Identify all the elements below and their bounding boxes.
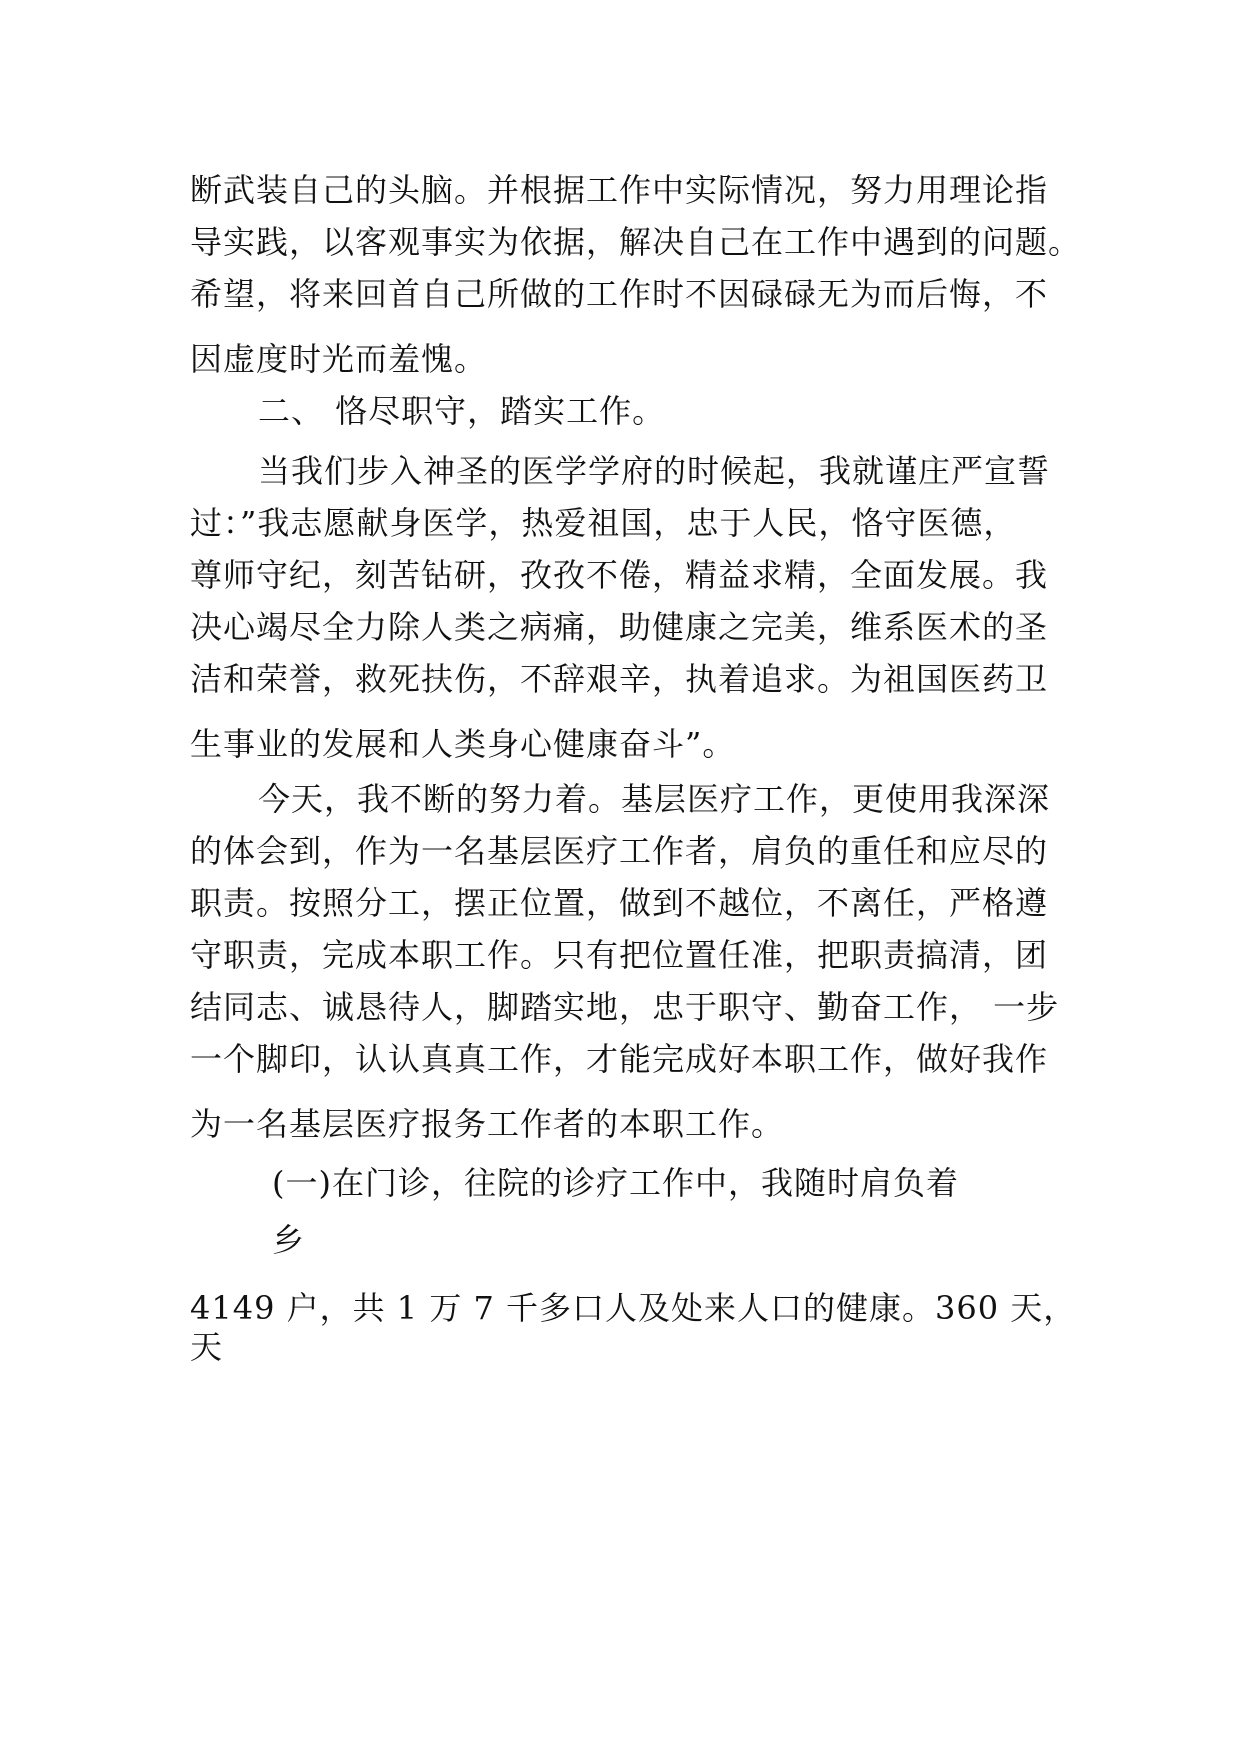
- text-line: 导实践，以客观事实为依据，解决自己在工作中遇到的问题。: [190, 223, 1082, 261]
- text-line: 生事业的发展和人类身心健康奋斗”。: [190, 725, 736, 763]
- text-line: 守职责，完成本职工作。只有把位置任准，把职责搞清，团: [190, 936, 1049, 974]
- text-line: 一个脚印，认认真真工作，才能完成好本职工作，做好我作: [190, 1040, 1049, 1078]
- text-line: 的体会到，作为一名基层医疗工作者，肩负的重任和应尽的: [190, 832, 1049, 870]
- text-line: 天: [190, 1328, 224, 1366]
- text-line: 结同志、诚恳待人，脚踏实地，忠于职守、勤奋工作， 一步: [190, 988, 1060, 1026]
- text-line: 因虚度时光而羞愧。: [190, 340, 488, 378]
- text-line: 为一名基层医疗报务工作者的本职工作。: [190, 1105, 785, 1143]
- text-line: 希望，将来回首自己所做的工作时不因碌碌无为而后悔，不: [190, 275, 1049, 313]
- text-line: 决心竭尽全力除人类之病痛，助健康之完美，维系医术的圣: [190, 608, 1049, 646]
- text-line: 4149 户，共 1 万 7 千多口人及处来人口的健康。360 天，: [190, 1289, 1077, 1327]
- section-heading: 二、 恪尽职守，踏实工作。: [258, 392, 666, 430]
- paragraph-first-line: 今天，我不断的努力着。基层医疗工作，更使用我深深: [258, 780, 1051, 818]
- text-line: 职责。按照分工，摆正位置，做到不越位，不离任，严格遵: [190, 884, 1049, 922]
- paragraph-first-line: 当我们步入神圣的医学学府的时候起，我就谨庄严宣誓: [258, 452, 1051, 490]
- text-line: 过：”我志愿献身医学，热爱祖国，忠于人民，恪守医德，: [190, 504, 1017, 542]
- list-item-line: 乡: [272, 1221, 306, 1259]
- list-item-line: (一)在门诊，往院的诊疗工作中，我随时肩负着: [272, 1164, 959, 1202]
- text-line: 尊师守纪，刻苦钻研，孜孜不倦，精益求精，全面发展。我: [190, 556, 1049, 594]
- text-line: 洁和荣誉，救死扶伤，不辞艰辛，执着追求。为祖国医药卫: [190, 660, 1049, 698]
- text-line: 断武装自己的头脑。并根据工作中实际情况，努力用理论指: [190, 171, 1049, 209]
